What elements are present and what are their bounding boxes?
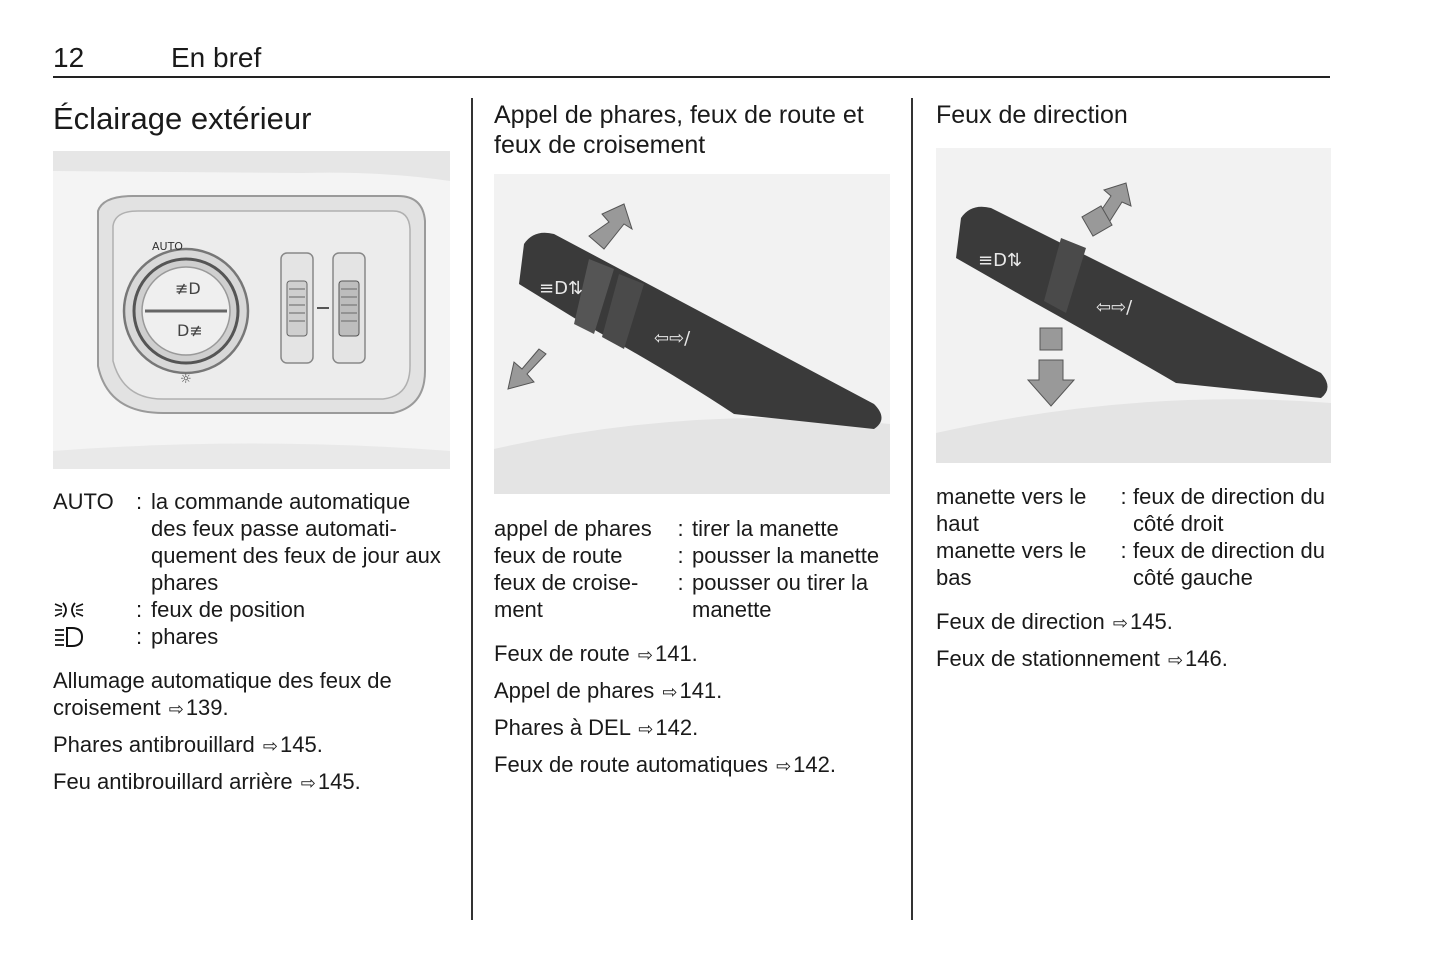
column-turn-signals	[936, 100, 1331, 674]
definition-list	[936, 483, 1331, 591]
definition-row	[494, 515, 890, 542]
page-ref-arrow-icon: ⇨	[300, 773, 316, 793]
position-lights-icon	[53, 596, 127, 623]
definition-desc: feux de position	[151, 597, 306, 622]
definition-colon: :	[677, 516, 684, 541]
definition-term: manette vers le bas	[936, 538, 1087, 590]
definition-term: manette vers le haut	[936, 484, 1087, 536]
reference-list	[494, 640, 890, 780]
definition-desc: feux de direction du côté gauche	[1133, 538, 1326, 590]
definition-row	[494, 569, 890, 623]
section-title: Appel de phares, feux de route et feux de croisement	[494, 101, 864, 159]
reference-text: Feux de route	[494, 641, 630, 666]
definition-term: feux de croise-ment	[494, 570, 639, 622]
chapter-title: En bref	[171, 42, 262, 73]
reference-item	[936, 645, 1331, 674]
svg-text:≡D⇅: ≡D⇅	[539, 278, 584, 299]
reference-page: 146.	[1185, 646, 1228, 671]
reference-list	[936, 608, 1331, 674]
column-divider	[471, 98, 473, 920]
turn-signal-lever-figure	[936, 148, 1331, 463]
definition-term: feux de route	[494, 543, 623, 568]
svg-text:D≢: D≢	[177, 321, 203, 340]
page-ref-arrow-icon: ⇨	[1167, 650, 1184, 670]
definition-row	[494, 542, 890, 569]
definition-term: AUTO	[53, 489, 114, 514]
reference-item	[936, 608, 1331, 637]
definition-desc: pousser ou tirer la manette	[692, 570, 869, 622]
reference-item	[494, 751, 890, 780]
reference-text: Feux de direction	[936, 609, 1105, 634]
page-ref-arrow-icon: ⇨	[638, 719, 654, 739]
page-number: 12	[53, 42, 85, 73]
reference-page: 142.	[793, 752, 836, 777]
reference-item	[53, 731, 450, 760]
svg-text:⇦⇨/: ⇦⇨/	[1096, 297, 1133, 318]
reference-text: Feux de route automatiques	[494, 752, 768, 777]
reference-page: 145.	[317, 769, 361, 794]
definition-colon: :	[135, 489, 143, 514]
svg-text:≡D⇅: ≡D⇅	[978, 250, 1023, 271]
definition-row	[53, 596, 450, 623]
reference-item	[494, 640, 890, 669]
reference-page: 145.	[1129, 609, 1173, 634]
definition-desc: la commande automatique des feux passe automati-quement des feux de jour aux phares	[151, 489, 441, 595]
definition-row	[936, 483, 1331, 537]
page-header	[53, 40, 1330, 78]
reference-page: 141.	[654, 641, 698, 666]
svg-text:≢D: ≢D	[175, 279, 201, 298]
page-ref-arrow-icon: ⇨	[168, 699, 184, 719]
reference-text: Feu antibrouillard arrière	[53, 769, 293, 794]
column-headlight-flash	[494, 100, 890, 780]
light-switch-figure	[53, 151, 450, 469]
definition-desc: pousser la manette	[692, 543, 880, 568]
definition-list	[494, 515, 890, 623]
reference-text: Allumage automatique des feux de croisement	[53, 668, 392, 720]
headlight-lever-figure	[494, 174, 890, 494]
definition-colon: :	[677, 543, 684, 568]
reference-page: 141.	[679, 678, 723, 703]
section-title: Éclairage extérieur	[53, 101, 312, 136]
reference-list	[53, 667, 450, 797]
definition-desc: phares	[151, 624, 219, 649]
column-exterior-lighting	[53, 100, 450, 797]
svg-text:⇦⇨/: ⇦⇨/	[654, 328, 691, 349]
definition-row	[53, 488, 450, 596]
page-ref-arrow-icon: ⇨	[776, 756, 792, 776]
reference-item	[494, 714, 890, 743]
definition-row	[53, 623, 450, 650]
headlight-icon	[53, 623, 127, 650]
definition-desc: tirer la manette	[692, 516, 839, 541]
reference-text: Phares antibrouillard	[53, 732, 255, 757]
page-ref-arrow-icon: ⇨	[262, 736, 278, 756]
page-ref-arrow-icon: ⇨	[637, 645, 653, 665]
definition-colon: :	[1120, 538, 1127, 563]
page-ref-arrow-icon: ⇨	[662, 682, 678, 702]
reference-text: Feux de stationnement	[936, 646, 1160, 671]
svg-text:☼: ☼	[180, 372, 192, 387]
reference-text: Phares à DEL	[494, 715, 631, 740]
reference-item	[494, 677, 890, 706]
definition-list	[53, 488, 450, 650]
reference-item	[53, 667, 450, 723]
page-ref-arrow-icon: ⇨	[1112, 613, 1128, 633]
definition-colon: :	[135, 597, 143, 622]
reference-page: 145.	[280, 732, 323, 757]
definition-colon: :	[135, 624, 143, 649]
reference-text: Appel de phares	[494, 678, 655, 703]
reference-page: 139.	[185, 695, 229, 720]
column-divider	[911, 98, 913, 920]
auto-label: AUTO	[152, 240, 183, 253]
definition-desc: feux de direction du côté droit	[1133, 484, 1326, 536]
section-title: Feux de direction	[936, 101, 1128, 129]
reference-item	[53, 768, 450, 797]
definition-term: appel de phares	[494, 516, 652, 541]
definition-colon: :	[677, 570, 684, 595]
definition-colon: :	[1120, 484, 1127, 509]
definition-row	[936, 537, 1331, 591]
reference-page: 142.	[655, 715, 699, 740]
